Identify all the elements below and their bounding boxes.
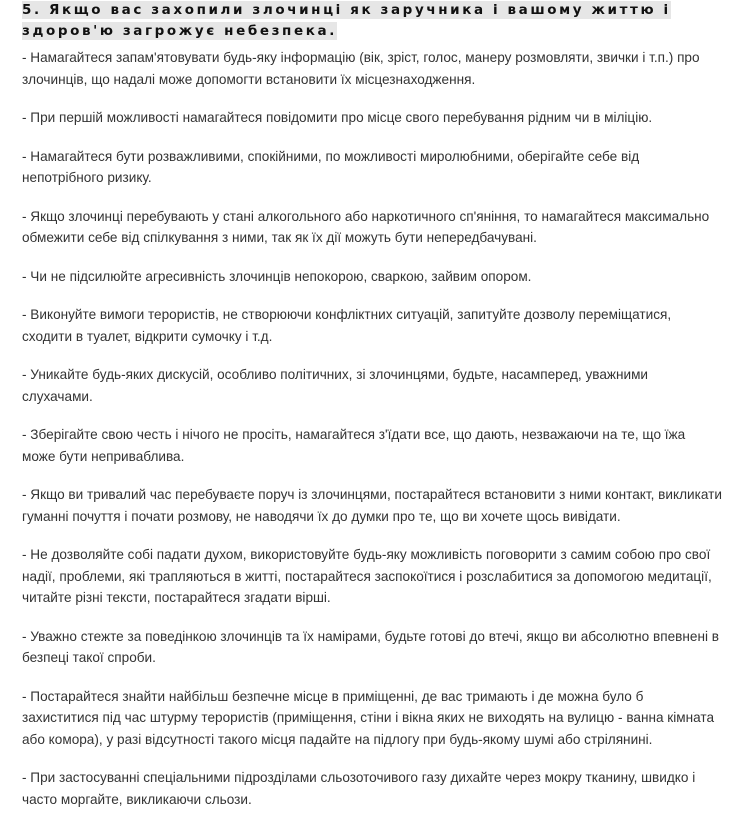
advice-list <box>22 47 722 827</box>
advice-item: - Якщо ви тривалий час перебуваєте поруч із злочинцями, постарайтеся встановити з ними контакт, викликати гуманні почуття і почати розмову, не наводячи їх до думки про те, що ви хочете щось вивідати. <box>22 487 722 524</box>
advice-item: - Зберігайте свою честь і нічого не просіть, намагайтеся з'їдати все, що дають, незважаючи на те, що їжа може бути неприваблива. <box>22 427 686 464</box>
advice-item: - Не дозволяйте собі падати духом, використовуйте будь-яку можливість поговорити з самим собою про свої надії, проблеми, які трапляються в житті, постарайтеся заспокоїтися і розслабитися за допомогою медитації, читайте різні тексти, постарайтеся згадати вірші. <box>22 547 712 605</box>
advice-item: - Виконуйте вимоги терористів, не створюючи конфліктних ситуацій, запитуйте дозволу переміщатися, сходити в туалет, відкрити сумочку і т.д. <box>22 307 672 344</box>
advice-item: - Уникайте будь-яких дискусій, особливо політичних, зі злочинцями, будьте, насамперед, уважними слухачами. <box>22 367 649 404</box>
advice-item: - Намагайтеся запам'ятовувати будь-яку інформацію (вік, зріст, голос, манеру розмовляти, звички і т.п.) про злочинців, що надалі може допомогти встановити їх місцезнаходження. <box>22 50 700 87</box>
advice-item: - Уважно стежте за поведінкою злочинців та їх намірами, будьте готові до втечі, якщо ви абсолютно впевнені в безпеці такої спроби. <box>22 628 719 665</box>
advice-item: - Якщо злочинці перебувають у стані алкогольного або наркотичного сп'яніння, то намагайтеся максимально обмежити себе від спілкування з ними, так як їх дії можуть бути непередбачувані. <box>22 208 710 245</box>
advice-item: - При застосуванні спеціальними підрозділами сльозоточивого газу дихайте через мокру тканину, швидко і часто моргайте, викликаючи сльози. <box>22 770 696 807</box>
advice-item: - Намагайтеся бути розважливими, спокійними, по можливості миролюбними, оберігайте себе від непотрібного ризику. <box>22 148 640 185</box>
section-heading-text: 5. Якщо вас захопили злочинці як заручника і вашому життю і здоров'ю загрожує небезпека. <box>22 2 671 39</box>
section-heading <box>22 0 722 42</box>
advice-item: - Чи не підсилюйте агресивність злочинців непокорою, сваркою, зайвим опором. <box>22 268 532 284</box>
advice-item: - При першій можливості намагайтеся повідомити про місце свого перебування рідним чи в міліцію. <box>22 110 653 125</box>
advice-item: - Постарайтеся знайти найбільш безпечне місце в приміщенні, де вас тримають і де можна було б захиститися під час штурму терористів (приміщення, стіни і вікна яких не виходять на вулицю - ванна кімната або комора), у разі відсутності такого місця падайте на підлогу при будь-якому шумі або стрілянині. <box>22 688 715 747</box>
